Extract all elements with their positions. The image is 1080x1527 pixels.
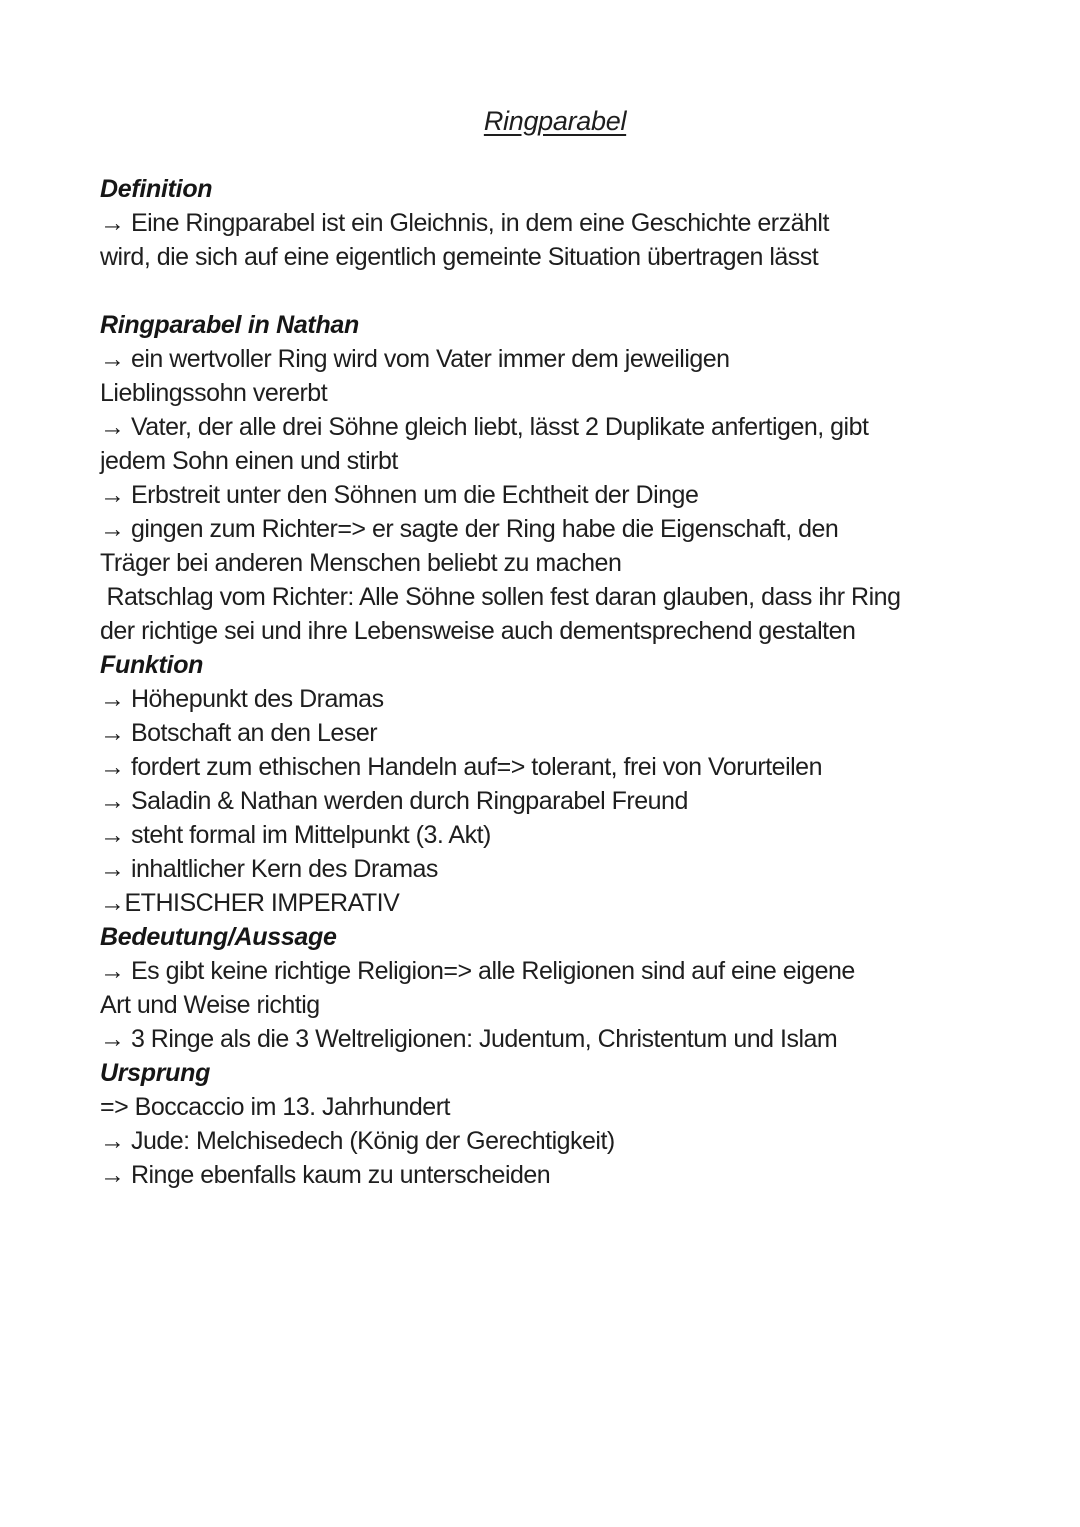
note-line: Art und Weise richtig — [100, 991, 320, 1019]
section — [100, 172, 1010, 274]
note-line: → 3 Ringe als die 3 Weltreligionen: Judentum, Christentum und Islam — [100, 1025, 838, 1053]
note-line: → Vater, der alle drei Söhne gleich liebt, lässt 2 Duplikate anfertigen, gibt — [100, 413, 869, 441]
note-line: → fordert zum ethischen Handeln auf=> tolerant, frei von Vorurteilen — [100, 753, 822, 781]
note-line: → gingen zum Richter=> er sagte der Ring habe die Eigenschaft, den — [100, 515, 839, 543]
note-line: → steht formal im Mittelpunkt (3. Akt) — [100, 821, 491, 849]
note-line: → inhaltlicher Kern des Dramas — [100, 855, 438, 883]
note-line: jedem Sohn einen und stirbt — [100, 447, 398, 475]
note-line: → Botschaft an den Leser — [100, 719, 378, 747]
note-line: der richtige sei und ihre Lebensweise auch dementsprechend gestalten — [100, 617, 856, 645]
section — [100, 1056, 1010, 1192]
note-line: wird, die sich auf eine eigentlich gemeinte Situation übertragen lässt — [100, 243, 819, 271]
section-heading: Ursprung — [100, 1059, 211, 1087]
note-line: → ein wertvoller Ring wird vom Vater immer dem jeweiligen — [100, 345, 730, 373]
note-line: → Erbstreit unter den Söhnen um die Echtheit der Dinge — [100, 481, 699, 509]
note-line: → Ringe ebenfalls kaum zu unterscheiden — [100, 1161, 551, 1189]
section-heading: Ringparabel in Nathan — [100, 311, 360, 339]
note-line: Lieblingssohn vererbt — [100, 379, 328, 407]
note-line: → Eine Ringparabel ist ein Gleichnis, in dem eine Geschichte erzählt — [100, 209, 829, 237]
note-line: Ratschlag vom Richter: Alle Söhne sollen fest daran glauben, dass ihr Ring — [100, 583, 901, 611]
section-heading: Definition — [100, 175, 213, 203]
note-line: → Jude: Melchisedech (König der Gerechtigkeit) — [100, 1127, 615, 1155]
note-line: → Es gibt keine richtige Religion=> alle Religionen sind auf eine eigene — [100, 957, 855, 985]
section — [100, 308, 1010, 648]
note-line: → Saladin & Nathan werden durch Ringparabel Freund — [100, 787, 688, 815]
section-heading: Funktion — [100, 651, 204, 679]
section — [100, 648, 1010, 920]
note-line: →ETHISCHER IMPERATIV — [100, 889, 400, 917]
section — [100, 920, 1010, 1056]
page-title: Ringparabel — [483, 106, 627, 136]
section-heading: Bedeutung/Aussage — [100, 923, 337, 951]
note-line: Träger bei anderen Menschen beliebt zu machen — [100, 549, 622, 577]
sections-container — [100, 172, 1010, 1192]
note-line: → Höhepunkt des Dramas — [100, 685, 384, 713]
note-line: => Boccaccio im 13. Jahrhundert — [100, 1093, 450, 1121]
